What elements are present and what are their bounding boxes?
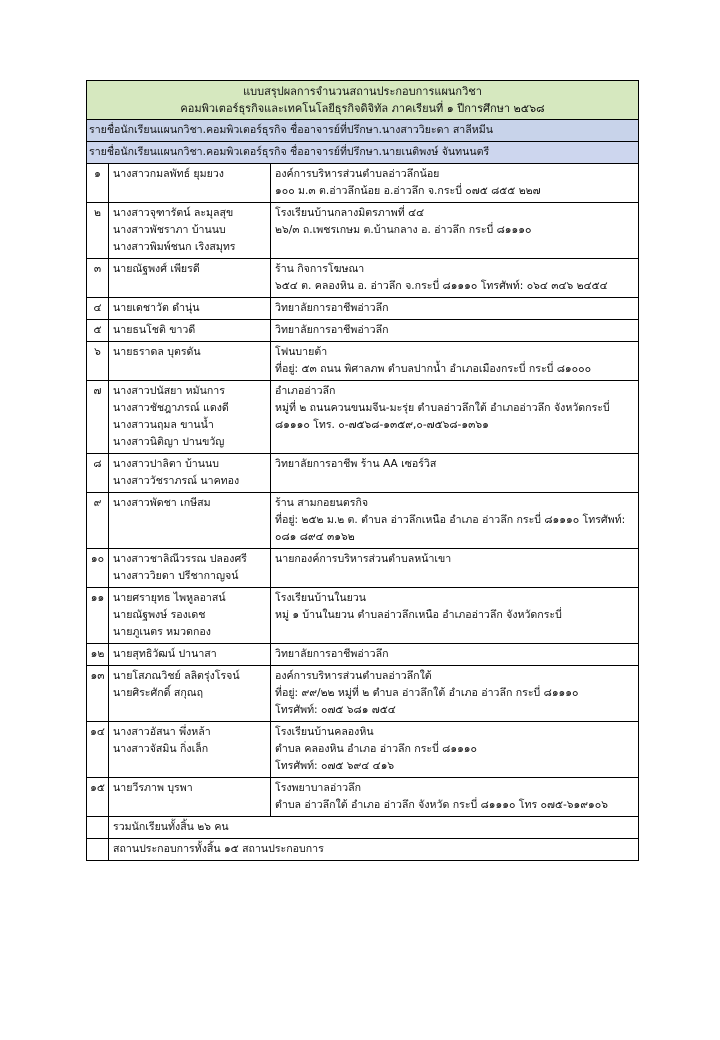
workplace-address-line: โทรศัพท์: ๐๗๕ ๖๘๑ ๗๕๔ xyxy=(275,704,396,716)
student-name: นางสาวอัสนา พึ่งหล้า xyxy=(113,726,211,738)
student-name: นางสาวนฤมล ขานน้ำ xyxy=(113,419,214,431)
workplace-name: วิทยาลัยการอาชีพอ่าวลึก xyxy=(275,648,389,660)
student-names-cell xyxy=(109,320,271,342)
workplace-address-line: ๘๑๑๑๐ โทร. ๐-๗๕๖๘-๑๓๕๙,๐-๗๕๖๘-๑๓๖๑ xyxy=(275,419,489,431)
student-name: นายธนโชติ ขาวดี xyxy=(113,324,196,336)
workplace-name: องค์การบริหารส่วนตำบลอ่าวลึกน้อย xyxy=(275,168,440,180)
workplace-cell xyxy=(271,342,639,381)
workplace-address-line: ที่อยู่: ๕๓ ถนน พิศาลภพ ตำบลปากน้ำ อำเภอเมืองกระบี่ กระบี่ ๘๑๐๐๐ xyxy=(275,363,592,375)
advisor-row-2: รายชื่อนักเรียนแผนกวิชา.คอมพิวเตอร์ธุรกิจ ชื่ออาจารย์ที่ปรึกษา.นายเนติพงษ์ จันทนนตรี xyxy=(87,142,639,164)
advisor-row-1: รายชื่อนักเรียนแผนกวิชา.คอมพิวเตอร์ธุรกิจ ชื่ออาจารย์ที่ปรึกษา.นางสาววิยะดา สาลีหมีน xyxy=(87,120,639,142)
workplace-cell xyxy=(271,454,639,493)
student-names-cell xyxy=(109,588,271,644)
table-row xyxy=(87,164,639,203)
workplace-cell xyxy=(271,588,639,644)
workplace-cell xyxy=(271,381,639,454)
student-name: นายภูเนตร หมวดกอง xyxy=(113,626,211,638)
student-names-cell xyxy=(109,164,271,203)
student-names-cell xyxy=(109,778,271,817)
workplace-name: วิทยาลัยการอาชีพ ร้าน AA เซอร์วิส xyxy=(275,458,437,470)
table-row xyxy=(87,298,639,320)
workplace-address-line: ตำบล อ่าวลึกใต้ อำเภอ อ่าวลึก จังหวัด กระบี่ ๘๑๑๑๐ โทร ๐๗๕-๖๑๙๑๐๖ xyxy=(275,799,608,811)
workplace-cell xyxy=(271,644,639,666)
workplace-cell xyxy=(271,722,639,778)
table-row xyxy=(87,342,639,381)
table-row xyxy=(87,644,639,666)
title-line-2: คอมพิวเตอร์ธุรกิจและเทคโนโลยีธุรกิจดิจิทัล ภาคเรียนที่ ๑ ปีการศึกษา ๒๕๖๘ xyxy=(180,102,545,115)
workplace-name: โรงเรียนบ้านคลองหิน xyxy=(275,726,374,738)
row-number: ๑๑ xyxy=(87,588,109,644)
workplace-address-line: โทรศัพท์: ๐๗๕ ๖๙๔ ๔๑๖ xyxy=(275,760,395,772)
student-name: นางสาวพัดชา เกษีสม xyxy=(113,497,211,509)
workplace-name: โฟนบายต้า xyxy=(275,346,328,358)
workplace-cell xyxy=(271,164,639,203)
row-number: ๑๔ xyxy=(87,722,109,778)
workplace-cell xyxy=(271,203,639,259)
workplace-name: โรงเรียนบ้านในยวน xyxy=(275,592,367,604)
student-total: รวมนักเรียนทั้งสิ้น ๒๖ คน xyxy=(109,817,639,839)
table-row xyxy=(87,320,639,342)
table-row xyxy=(87,259,639,298)
summary-table xyxy=(86,80,639,861)
workplace-name: อำเภออ่าวลึก xyxy=(275,385,336,397)
student-name: นางสาวปาลิตา บ้านนบ xyxy=(113,458,219,470)
workplace-address-line: ๖๕๔ ต. คลองหิน อ. อ่าวลึก จ.กระบี่ ๘๑๑๑๐ โทรศัพท์: ๐๖๔ ๓๔๖ ๒๔๕๔ xyxy=(275,280,608,292)
advisor-row xyxy=(87,120,639,142)
row-number: ๖ xyxy=(87,342,109,381)
advisor-row xyxy=(87,142,639,164)
workplace-cell xyxy=(271,778,639,817)
summary-row xyxy=(87,817,639,839)
student-name: นายสุทธิวัฒน์ ปานาสา xyxy=(113,648,217,660)
student-name: นางสาวนิติญา ปานขวัญ xyxy=(113,436,225,448)
row-number: ๑๐ xyxy=(87,549,109,588)
workplace-address-line: ๑๐๐ ม.๓ ต.อ่าวลึกน้อย อ.อ่าวลึก จ.กระบี่ ๐๗๕ ๘๕๕ ๒๒๗ xyxy=(275,185,541,197)
workplace-cell xyxy=(271,549,639,588)
student-names-cell xyxy=(109,454,271,493)
title-line-1: แบบสรุปผลการจำนวนสถานประกอบการแผนกวิชา xyxy=(243,85,482,98)
table-row xyxy=(87,778,639,817)
row-number: ๒ xyxy=(87,203,109,259)
workplace-cell xyxy=(271,493,639,549)
title-row xyxy=(87,81,639,120)
workplace-name: ร้าน สามกอยนตรกิจ xyxy=(275,497,369,509)
table-row xyxy=(87,493,639,549)
student-name: นางสาววิยดา ปรีชากาญจน์ xyxy=(113,570,239,582)
workplace-cell xyxy=(271,298,639,320)
workplace-name: วิทยาลัยการอาชีพอ่าวลึก xyxy=(275,302,389,314)
workplace-name: ร้าน กิจการโฆษณา xyxy=(275,263,365,275)
student-name: นายโสภณวิชย์ ลลิตรุ่งโรจน์ xyxy=(113,670,240,682)
student-name: นายศรายุทธ ไพหูลอาสน์ xyxy=(113,592,226,604)
company-total: สถานประกอบการทั้งสิ้น ๑๕ สถานประกอบการ xyxy=(109,839,639,861)
student-names-cell xyxy=(109,342,271,381)
student-name: นายณัฐพงษ์ รองเดช xyxy=(113,609,206,621)
student-names-cell xyxy=(109,259,271,298)
workplace-cell xyxy=(271,259,639,298)
row-number: ๑๕ xyxy=(87,778,109,817)
student-names-cell xyxy=(109,203,271,259)
summary-document xyxy=(86,80,639,861)
row-number: ๘ xyxy=(87,454,109,493)
student-name: นางสาวปนัสยา หมันการ xyxy=(113,385,225,397)
document-title xyxy=(87,81,639,120)
row-number: ๙ xyxy=(87,493,109,549)
student-name: นางสาวจุฑารัตน์ ละมุลสุข xyxy=(113,207,234,219)
student-names-cell xyxy=(109,722,271,778)
student-name: นายเดชาวัต ดำนุ่น xyxy=(113,302,200,314)
table-row xyxy=(87,722,639,778)
student-name: นายธราดล บุตรดัน xyxy=(113,346,201,358)
student-names-cell xyxy=(109,644,271,666)
table-row xyxy=(87,666,639,722)
row-number: ๑๓ xyxy=(87,666,109,722)
student-name: นายวีรภาพ บุรพา xyxy=(113,782,193,794)
workplace-address-line: หมู่ที่ ๒ ถนนควนขนมจีน-มะรุ่ย ตำบลอ่าวลึกใต้ อำเภออ่าวลึก จังหวัดกระบี่ xyxy=(275,402,610,414)
table-row xyxy=(87,588,639,644)
student-name: นางสาวพัชราภา บ้านนบ xyxy=(113,224,226,236)
row-number: ๑๒ xyxy=(87,644,109,666)
student-names-cell xyxy=(109,549,271,588)
workplace-address-line: ๒๖/๓ ถ.เพชรเกษม ต.บ้านกลาง อ. อ่าวลึก กระบี่ ๘๑๑๑๐ xyxy=(275,224,532,236)
row-number: ๕ xyxy=(87,320,109,342)
row-number: ๗ xyxy=(87,381,109,454)
table-row xyxy=(87,203,639,259)
table-row xyxy=(87,549,639,588)
workplace-name: องค์การบริหารส่วนตำบลอ่าวลึกใต้ xyxy=(275,670,432,682)
workplace-name: โรงเรียนบ้านกลางมิตรภาพที่ ๔๔ xyxy=(275,207,425,219)
workplace-address-line: ตำบล คลองหิน อำเภอ อ่าวลึก กระบี่ ๘๑๑๑๐ xyxy=(275,743,477,755)
student-name: นางสาวกมลพัทธ์ ยุมยวง xyxy=(113,168,224,180)
table-row xyxy=(87,454,639,493)
student-name: นางสาวจัสมิน กิ่งเล็ก xyxy=(113,743,209,755)
student-name: นางสาวชัชฎาภรณ์ แดงดี xyxy=(113,402,229,414)
student-name: นายศิระศักดิ์ สกุณฤ xyxy=(113,687,204,699)
workplace-name: วิทยาลัยการอาชีพอ่าวลึก xyxy=(275,324,389,336)
student-name: นายณัฐพงศ์ เพียรดี xyxy=(113,263,200,275)
student-names-cell xyxy=(109,381,271,454)
student-names-cell xyxy=(109,493,271,549)
student-name: นางสาวพิมพ์ชนก เริงสมุทร xyxy=(113,241,236,253)
student-name: นางสาวชาลิณีวรรณ ปลองศรี xyxy=(113,553,247,565)
workplace-address-line: ที่อยู่: ๙๙/๒๒ หมู่ที่ ๒ ตำบล อ่าวลึกใต้ อำเภอ อ่าวลึก กระบี่ ๘๑๑๑๐ xyxy=(275,687,579,699)
summary-empty-cell xyxy=(87,817,109,839)
row-number: ๔ xyxy=(87,298,109,320)
table-row xyxy=(87,381,639,454)
student-names-cell xyxy=(109,298,271,320)
workplace-address-line: ๐๘๑ ๘๙๔ ๓๑๖๒ xyxy=(275,531,355,543)
workplace-cell xyxy=(271,320,639,342)
workplace-name: โรงพยาบาลอ่าวลึก xyxy=(275,782,362,794)
workplace-cell xyxy=(271,666,639,722)
workplace-address-line: ที่อยู่: ๒๕๒ ม.๒ ต. ตำบล อ่าวลึกเหนือ อำเภอ อ่าวลึก กระบี่ ๘๑๑๑๐ โทรศัพท์: xyxy=(275,514,626,526)
row-number: ๑ xyxy=(87,164,109,203)
summary-row xyxy=(87,839,639,861)
student-name: นางสาววัชราภรณ์ นาคทอง xyxy=(113,475,240,487)
workplace-address-line: หมู่ ๑ บ้านในยวน ตำบลอ่าวลึกเหนือ อำเภออ่าวลึก จังหวัดกระบี่ xyxy=(275,609,562,621)
summary-empty-cell xyxy=(87,839,109,861)
workplace-name: นายกองค์การบริหารส่วนตำบลหน้าเขา xyxy=(275,553,452,565)
student-names-cell xyxy=(109,666,271,722)
row-number: ๓ xyxy=(87,259,109,298)
